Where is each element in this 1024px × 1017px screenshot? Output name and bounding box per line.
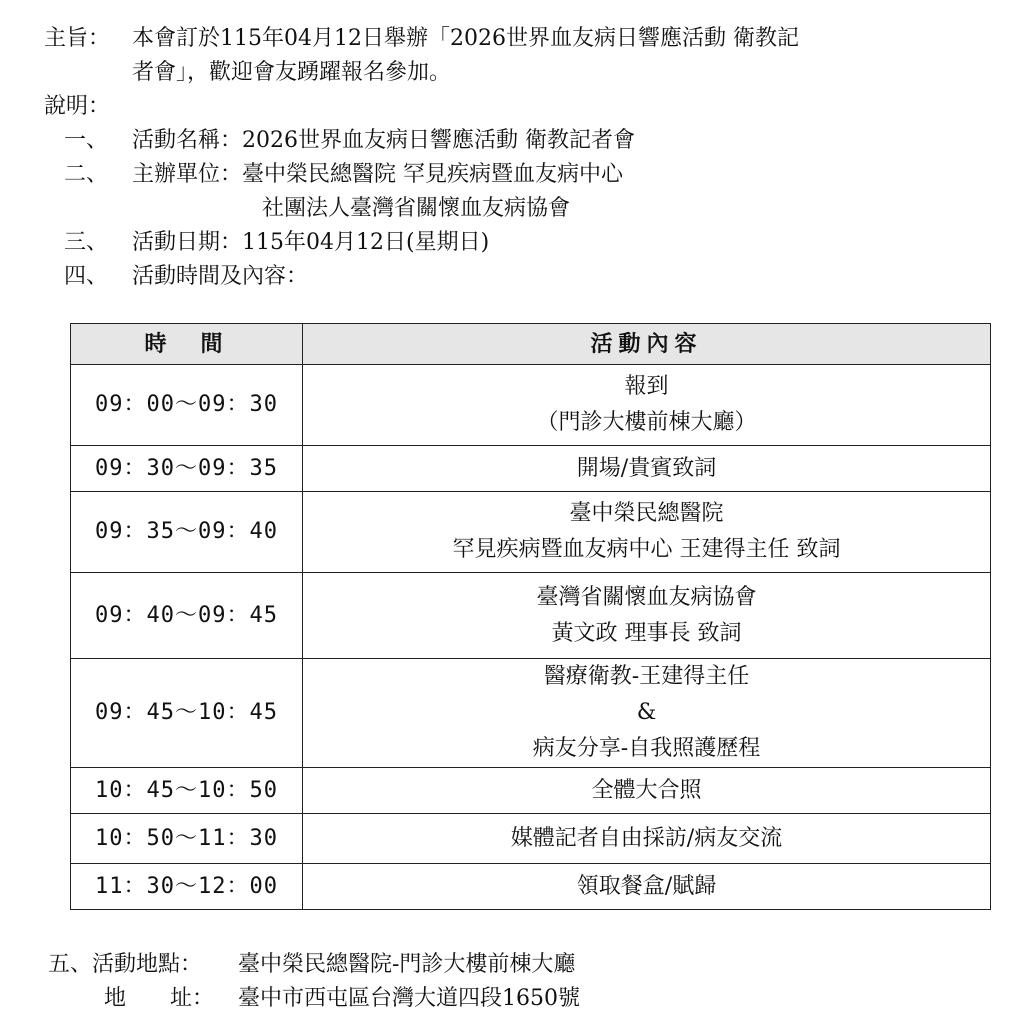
row-time: 09：30～09：35 <box>71 446 303 492</box>
row-content-line: 臺灣省關懷血友病協會 <box>536 584 757 610</box>
table-row <box>71 814 991 864</box>
address-value: 臺中市西屯區台灣大道四段1650號 <box>238 986 580 1011</box>
item-3-text: 活動日期：115年04月12日(星期日) <box>132 230 490 255</box>
row-content <box>303 446 991 492</box>
row-content <box>303 768 991 814</box>
item-1-text: 活動名稱：2026世界血友病日響應活動 衛教記者會 <box>132 128 635 153</box>
table-row <box>71 365 991 446</box>
row-time: 10：45～10：50 <box>71 768 303 814</box>
row-content-line: & <box>636 700 657 725</box>
item-4-text: 活動時間及內容： <box>132 264 309 289</box>
row-content-line: 媒體記者自由採訪/病友交流 <box>510 825 783 851</box>
schedule-table <box>70 323 991 910</box>
row-content-line: 罕見疾病暨血友病中心 王建得主任 致詞 <box>452 537 841 562</box>
row-content-line: 開場/貴賓致詞 <box>576 455 717 481</box>
row-content-line: （門診大樓前棟大廳） <box>536 410 757 435</box>
item-2-num: 二、 <box>64 162 109 187</box>
row-time: 09：00～09：30 <box>71 365 303 446</box>
table-row <box>71 659 991 768</box>
location-value: 臺中榮民總醫院-門診大樓前棟大廳 <box>238 952 576 977</box>
item-2-text: 主辦單位：臺中榮民總醫院 罕見疾病暨血友病中心 <box>132 162 623 187</box>
row-content-line: 醫療衛教-王建得主任 <box>543 664 750 689</box>
location-label: 五、活動地點： <box>48 952 203 977</box>
row-content <box>303 573 991 659</box>
table-row <box>71 446 991 492</box>
item-3-num: 三、 <box>64 230 109 255</box>
subject-label: 主旨： <box>44 26 111 51</box>
row-time: 10：50～11：30 <box>71 814 303 864</box>
row-content <box>303 814 991 864</box>
subject-line-1: 本會訂於115年04月12日舉辦「2026世界血友病日響應活動 衛教記 <box>132 26 799 51</box>
item-4-num: 四、 <box>64 264 109 289</box>
row-content-line: 臺中榮民總醫院 <box>569 501 724 526</box>
row-content <box>303 864 991 910</box>
row-content-line: 領取餐盒/賦歸 <box>576 873 717 899</box>
row-content-line: 報到 <box>624 374 669 399</box>
header-content: 活動內容 <box>303 324 991 365</box>
table-row <box>71 864 991 910</box>
header-time: 時 間 <box>71 324 303 365</box>
address-label: 地 址： <box>104 986 215 1011</box>
row-time: 11：30～12：00 <box>71 864 303 910</box>
table-row <box>71 573 991 659</box>
explain-label: 說明： <box>44 94 111 119</box>
row-time: 09：45～10：45 <box>71 659 303 768</box>
table-header-row <box>71 324 991 365</box>
row-content-line: 病友分享-自我照護歷程 <box>532 736 761 761</box>
subject-line-2: 者會」，歡迎會友踴躍報名參加。 <box>132 60 452 85</box>
table-row <box>71 768 991 814</box>
row-content-line: 全體大合照 <box>591 777 702 803</box>
row-content <box>303 659 991 768</box>
row-content <box>303 365 991 446</box>
row-content <box>303 492 991 573</box>
row-time: 09：35～09：40 <box>71 492 303 573</box>
row-content-line: 黃文政 理事長 致詞 <box>551 620 742 646</box>
item-1-num: 一、 <box>64 128 109 153</box>
table-row <box>71 492 991 573</box>
item-2-text-2: 社團法人臺灣省關懷血友病協會 <box>262 196 571 221</box>
row-time: 09：40～09：45 <box>71 573 303 659</box>
